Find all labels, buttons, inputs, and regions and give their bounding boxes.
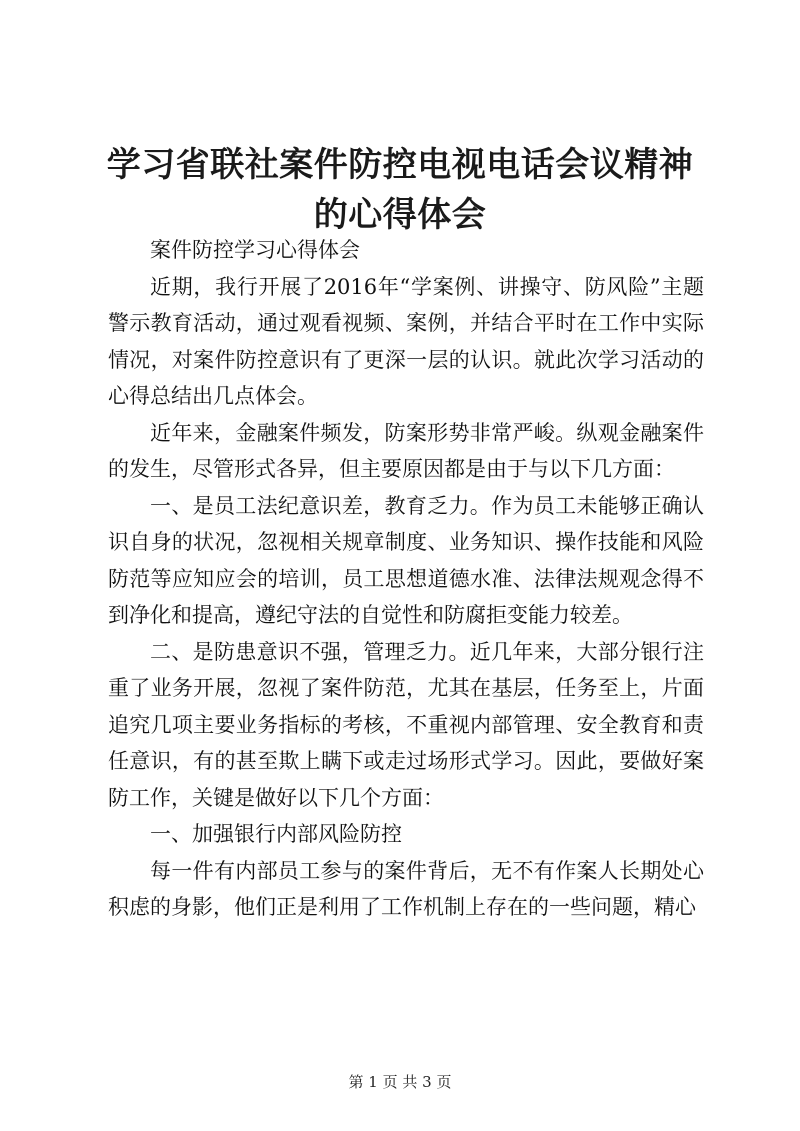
paragraph-subtitle: 案件防控学习心得体会 — [150, 238, 360, 262]
document-title: 学习省联社案件防控电视电话会议精神的心得体会 — [106, 145, 694, 235]
paragraph: 一、是员工法纪意识差，教育乏力。作为员工未能够正确认识自身的状况，忽视相关规章制度、业务知识、操作技能和风险防范等应知应会的培训，员工思想道德水准、法律法规观念得不到净化和提高，遵纪守法的自觉性和防腐拒变能力较差。 — [108, 493, 704, 627]
paragraph: 近年来，金融案件频发，防案形势非常严峻。纵观金融案件的发生，尽管形式各异，但主要原因都是由于与以下几方面： — [108, 420, 704, 481]
paragraph: 近期，我行开展了2016年“学案例、讲操守、防风险”主题警示教育活动，通过观看视频、案例，并结合平时在工作中实际情况，对案件防控意识有了更深一层的认识。就此次学习活动的心得总结出几点体会。 — [108, 274, 704, 408]
paragraph: 二、是防患意识不强，管理乏力。近几年来，大部分银行注重了业务开展，忽视了案件防范，尤其在基层，任务至上，片面追究几项主要业务指标的考核，不重视内部管理、安全教育和责任意识，有的甚至欺上瞒下或走过场形式学习。因此，要做好案防工作，关键是做好以下几个方面： — [108, 639, 704, 810]
paragraph: 每一件有内部员工参与的案件背后，无不有作案人长期处心积虑的身影，他们正是利用了工作机制上存在的一些问题，精心 — [108, 858, 704, 919]
section-heading: 一、加强银行内部风险防控 — [150, 822, 402, 846]
document-body — [108, 232, 704, 926]
page-footer: 第 1 页 共 3 页 — [348, 1073, 452, 1091]
